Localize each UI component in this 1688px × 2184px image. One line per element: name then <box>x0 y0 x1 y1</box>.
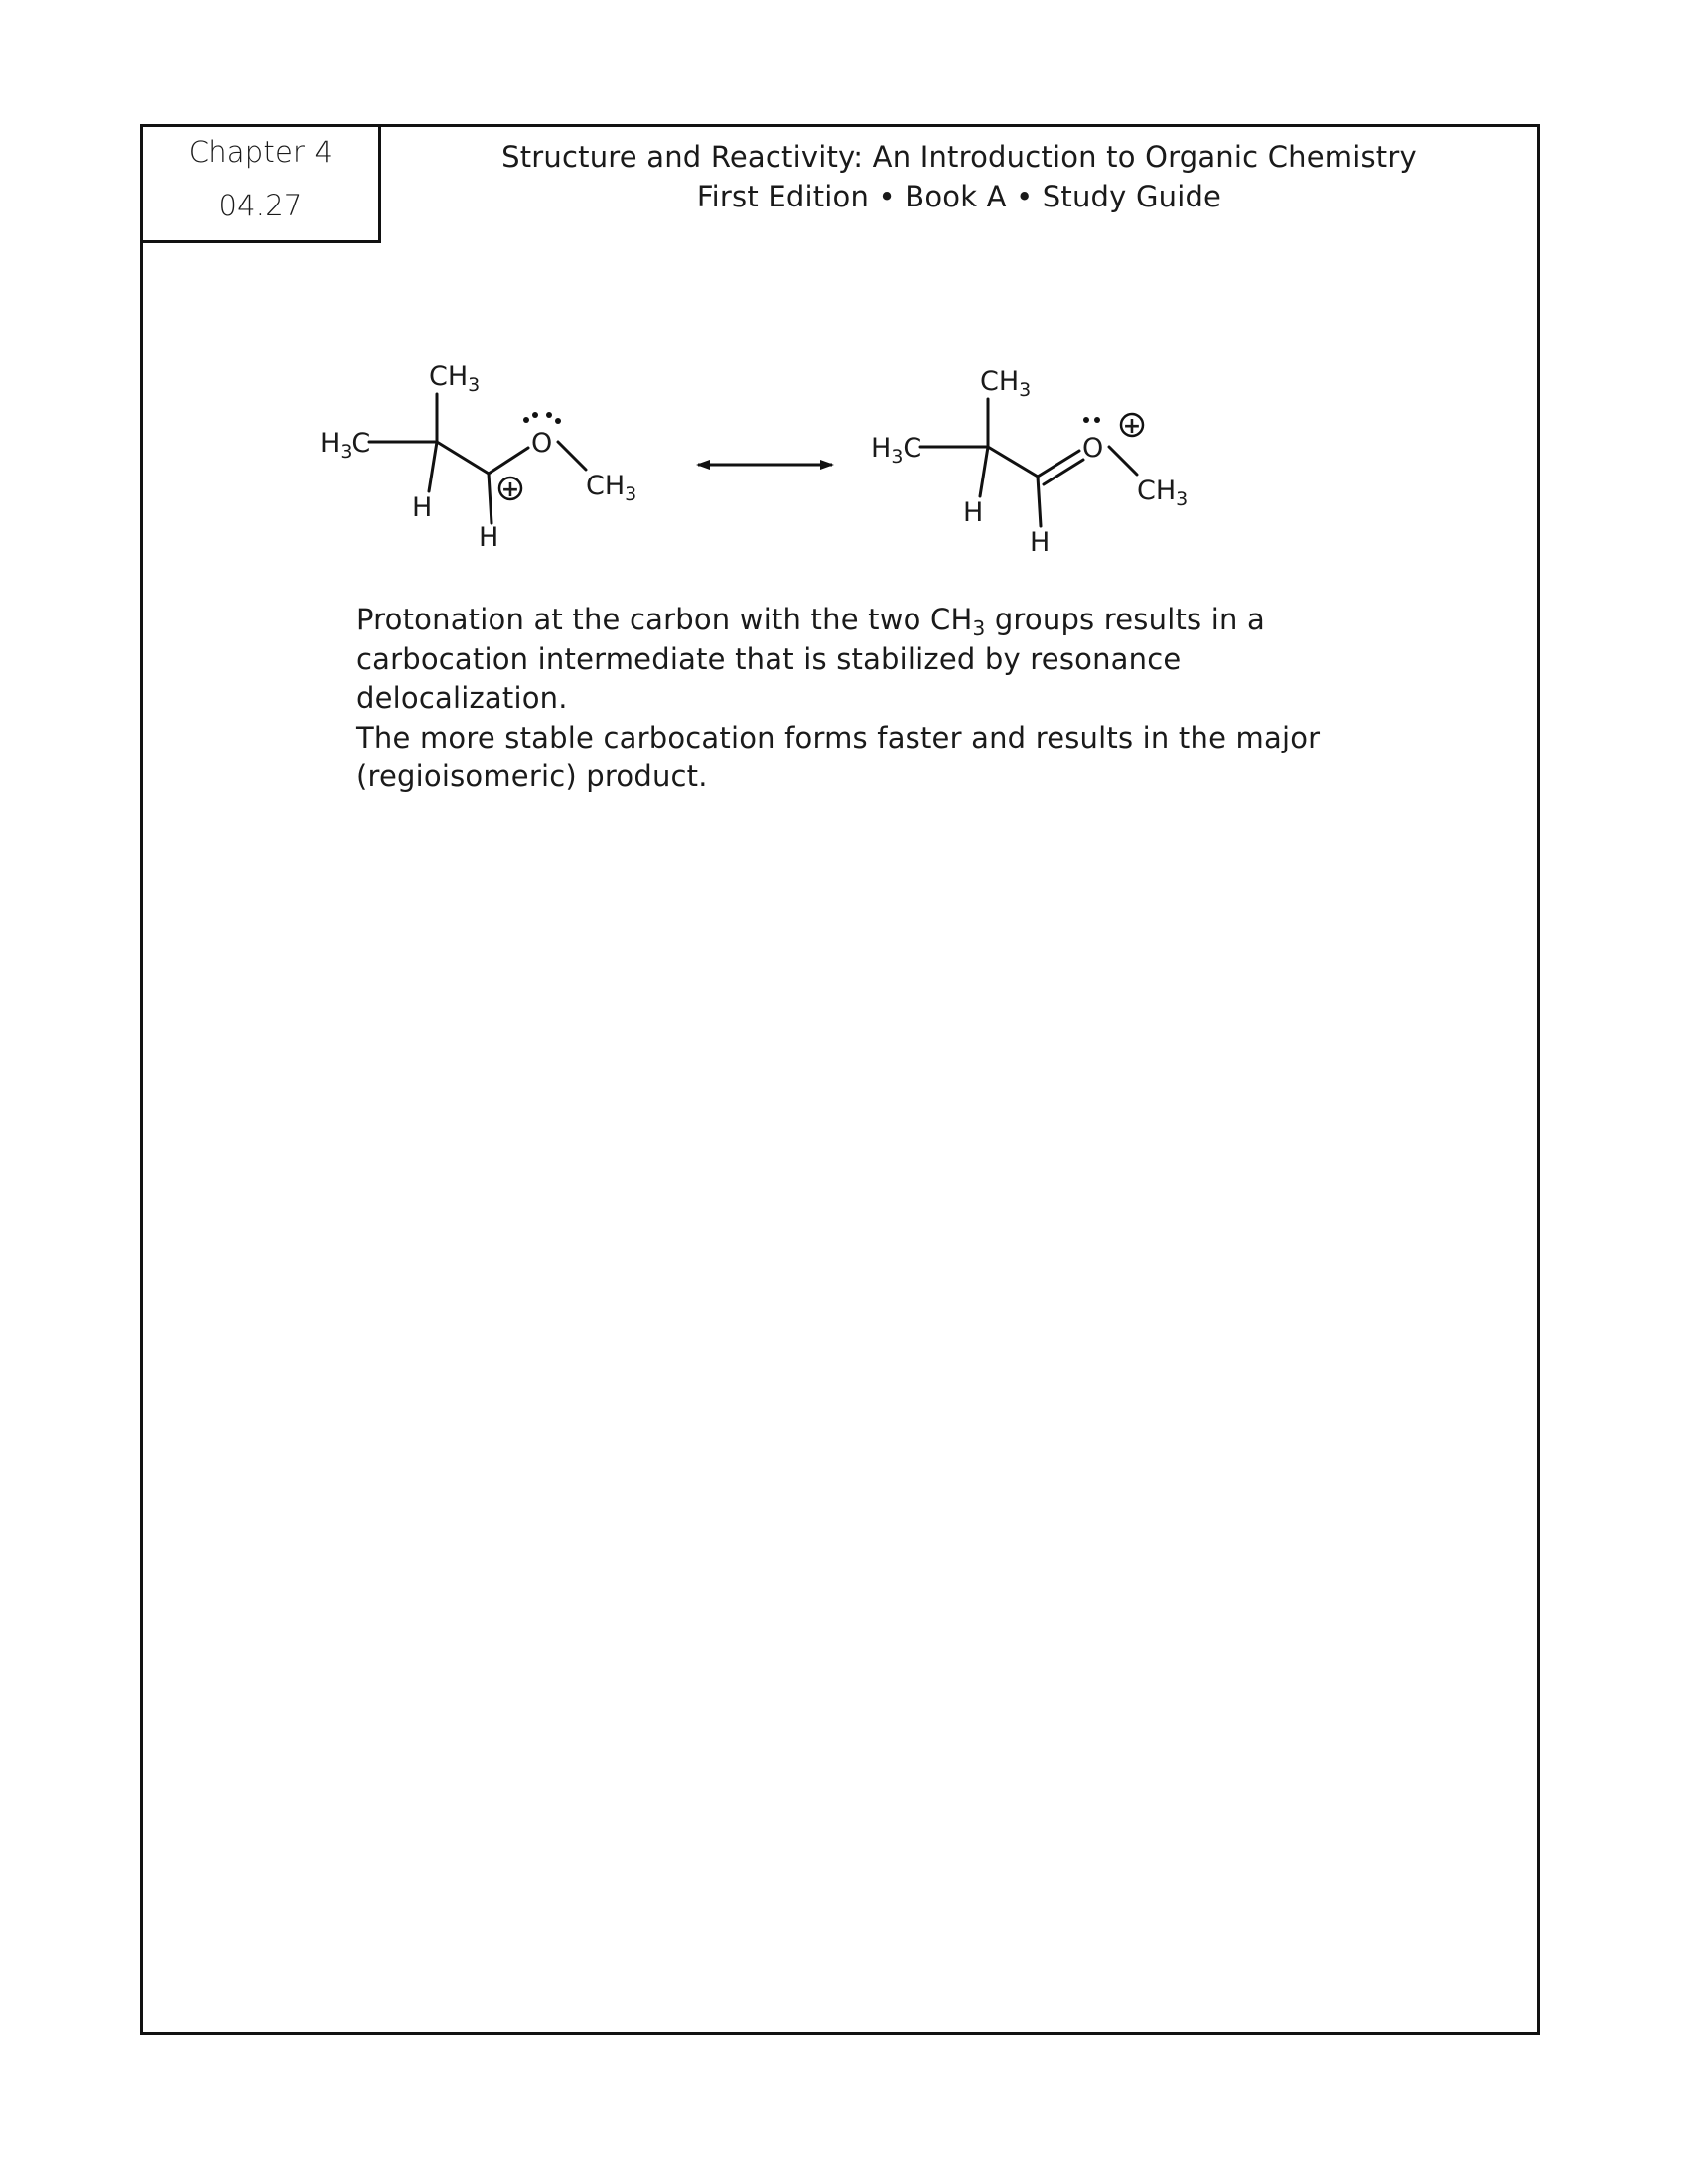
right-positive-charge <box>1121 414 1143 439</box>
left-resonance-structure <box>320 361 636 553</box>
problem-number: 04.27 <box>218 189 303 222</box>
left-oxygen: O <box>531 428 553 459</box>
explanation-line-2: carbocation intermediate that is stabilized by resonance delocalization. <box>356 641 1182 715</box>
right-h-lower: H <box>963 497 984 528</box>
chapter-label: Chapter 4 <box>188 135 334 169</box>
left-h3c: H3C <box>320 428 371 463</box>
explanation-line-1: Protonation at the carbon with the two $CH_3$ groups results in a <box>356 603 1265 640</box>
right-ch3-right: CH3 <box>1137 476 1189 510</box>
resonance-scheme <box>298 342 1251 581</box>
explanation-line-4: (regioisomeric) product. <box>356 759 708 793</box>
book-header <box>381 137 1537 216</box>
svg-text:+: + <box>1122 414 1142 439</box>
right-resonance-structure <box>871 366 1188 558</box>
explanation-line-3: The more stable carbocation forms faster and results in the major <box>356 720 1321 754</box>
right-ch3-top: CH3 <box>980 366 1032 401</box>
left-ch3-top: CH3 <box>429 361 481 396</box>
right-oxygen: O <box>1082 433 1104 464</box>
book-title: Structure and Reactivity: An Introduction to Organic Chemistry <box>501 140 1417 174</box>
left-ch3-right: CH3 <box>586 471 637 505</box>
explanation-text <box>356 601 1399 797</box>
svg-text:+: + <box>500 478 520 502</box>
left-positive-charge <box>499 478 521 502</box>
right-h3c: H3C <box>871 433 922 468</box>
left-h-bottom: H <box>479 522 499 553</box>
chapter-box <box>143 127 381 243</box>
left-h-lower: H <box>412 492 433 523</box>
book-edition: First Edition • Book A • Study Guide <box>696 180 1222 213</box>
right-h-bottom: H <box>1030 527 1051 558</box>
